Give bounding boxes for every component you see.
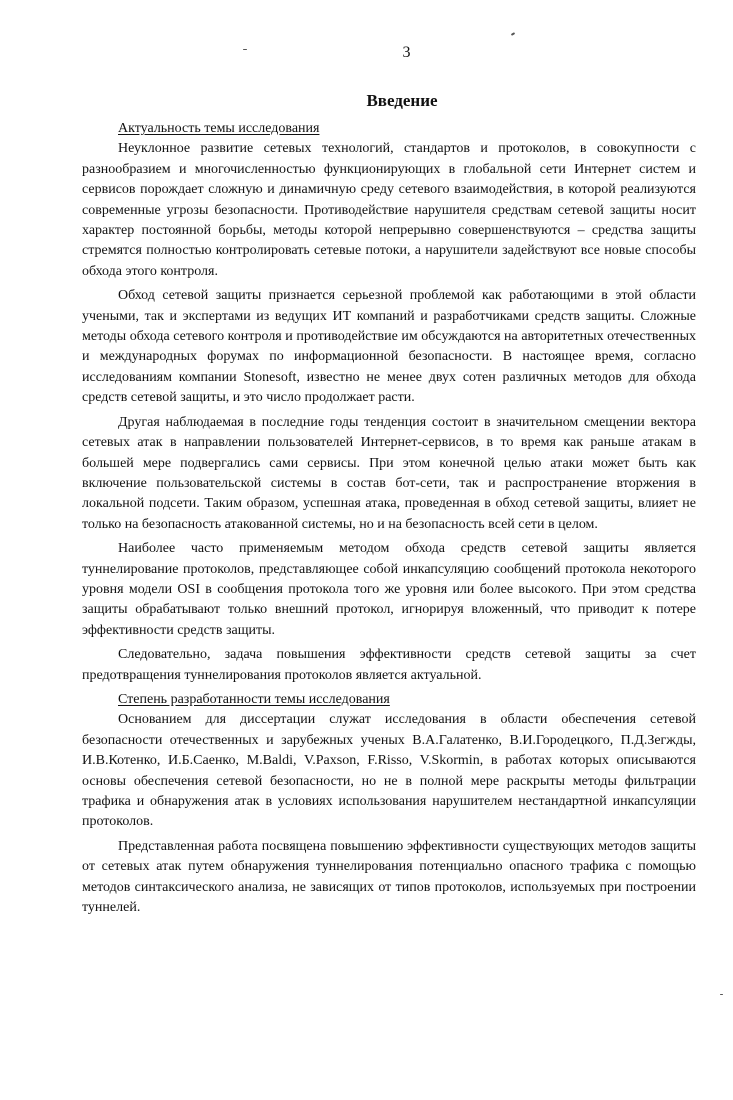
page-number: 3 (402, 44, 411, 61)
paragraph: Наиболее часто применяемым методом обхода средств сетевой защиты является туннелирование протоколов, представляющее собой инкапсуляцию сообщений протокола некоторого уровня модели OSI в сообщения протокола того же уровня или более высокого. При этом средства защиты обрабатывают только внешний протокол, игнорируя вложенный, что приводит к потере эффективности средств защиты. (82, 541, 696, 638)
paragraph: Основанием для диссертации служат исследования в области обеспечения сетевой безопасности отечественных и зарубежных ученых В.А.Галатенко, В.И.Городецкого, П.Д.Зегжды, И.В.Котенко, И.Б.Саенко, M.Baldi, V.Paxson, F.Risso, V.Skormin, в работах которых описываются основы обеспечения сетевой безопасности, но не в полной мере раскрыты методы фильтрации трафика и обнаружения атак в условиях использования нарушителем нестандартной инкапсуляции протоколов. (82, 712, 696, 830)
paragraph: Обход сетевой защиты признается серьезной проблемой как работающими в этой области учеными, так и экспертами из ведущих ИТ компаний и разработчиками средств защиты. Сложные методы обхода сетевого контроля и противодействие им обсуждаются на авторитетных отечественных и международных форумах по информационной безопасности. В настоящее время, согласно исследованиям компании Stonesoft, известно не менее двух сотен различных методов для обхода средств сетевой защиты, и это число продолжает расти. (82, 288, 696, 406)
paragraph: Неуклонное развитие сетевых технологий, стандартов и протоколов, в совокупности с разнообразием и многочисленностью функционирующих в глобальной сети Интернет систем и сервисов порождает сложную и динамичную среду сетевого взаимодействия, в которой реализуются современные угрозы безопасности. Противодействие нарушителя средствам сетевой защиты носит характер постоянной борьбы, методы которой непрерывно совершенствуются – средства защиты стремятся полностью контролировать сетевые потоки, а нарушители задействуют все новые способы обхода этого контроля. (82, 141, 696, 279)
scan-speck (720, 994, 723, 995)
paragraph: Следовательно, задача повышения эффективности средств сетевой защиты за счет предотвращения туннелирования протоколов является актуальной. (82, 647, 696, 683)
page-title: Введение (366, 91, 438, 110)
paragraph: Другая наблюдаемая в последние годы тенденция состоит в значительном смещении вектора сетевых атак в направлении пользователей Интернет-сервисов, в то время как раньше атакам в большей мере подвергались сами сервисы. При этом конечной целью атаки может быть как включение пользовательской системы в состав бот-сети, так и распространение вторжения в локальной подсети. Таким образом, успешная атака, проведенная в обход сетевой защиты, влияет не только на безопасность атакованной системы, но и на безопасность всей сети в целом. (82, 414, 696, 532)
section-heading-development-text: Степень разработанности темы исследования (118, 691, 390, 707)
paragraph: Представленная работа посвящена повышению эффективности существующих методов защиты от сетевых атак путем обнаружения туннелирования потенциально опасного трафика с помощью методов синтаксического анализа, не зависящих от типов протоколов, используемых при построении туннелей. (82, 838, 696, 916)
section-heading-relevance (82, 119, 696, 139)
section-heading-development (82, 690, 696, 710)
scan-speck (511, 32, 515, 36)
section-heading-relevance-text: Актуальность темы исследования (118, 121, 320, 136)
document-body (82, 91, 696, 922)
